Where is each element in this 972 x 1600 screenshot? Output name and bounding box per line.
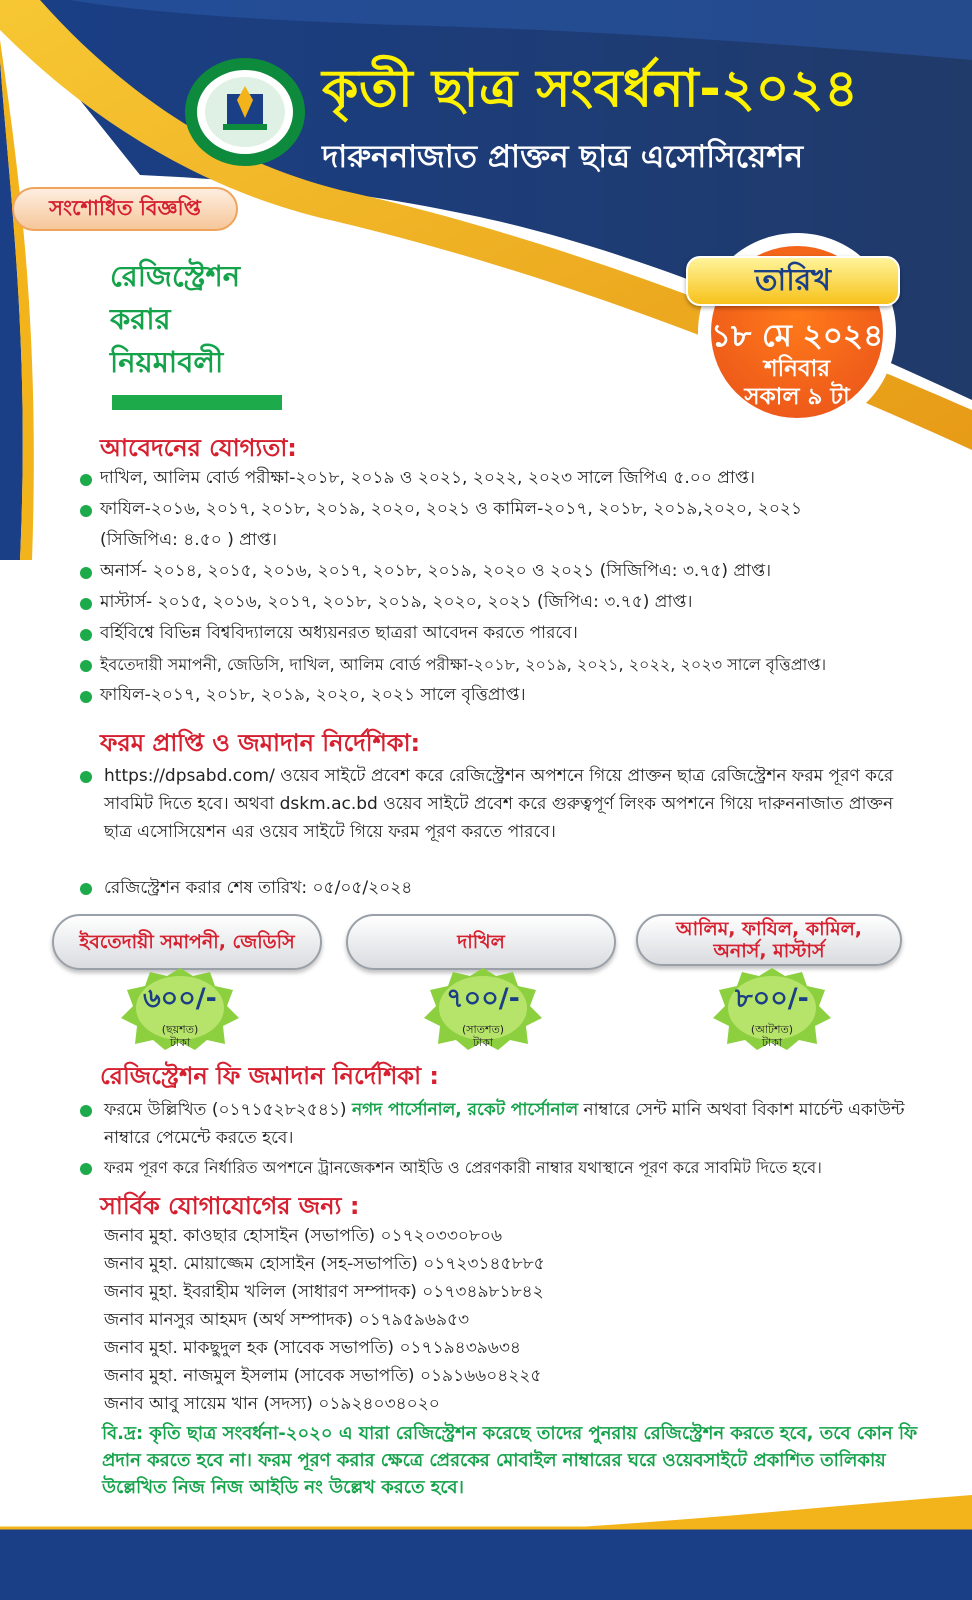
contact-item: জনাব মানসুর আহমদ (অর্থ সম্পাদক) ০১৭৯৫৯৬৯৫৩ [104, 1310, 470, 1330]
form-guideline-item: https://dpsabd.com/ ওয়েব সাইটে প্রবেশ করে রেজিস্ট্রেশন অপশনে গিয়ে প্রাক্তন ছাত্র রেজিস্ট্রেশন ফরম পূরণ করে সাবমিট দিতে হবে। অথবা dskm.ac.bd ওয়েব সাইটে প্রবেশ করে গুরুত্বপূর্ণ লিংক অপশনে গিয়ে দারুননাজাত প্রাক্তন ছাত্র এসোসিয়েশন এর ওয়েব সাইটে গিয়ে ফরম পূরণ করতে পারবে। [80, 762, 920, 846]
fee-amount: ৭০০/- [446, 983, 520, 1014]
bullet-icon [80, 567, 92, 579]
contact-item: জনাব আবু সায়েম খান (সদস্য) ০১৯২৪০৩৪০২০ [104, 1394, 440, 1414]
bullet-icon [80, 883, 92, 895]
bullet-icon [80, 691, 92, 703]
fee-category-pill: আলিম, ফাযিল, কামিল, অনার্স, মাস্টার্স [636, 914, 902, 966]
bullet-icon [80, 505, 92, 517]
contact-item: জনাব মুহা. কাওছার হোসাইন (সভাপতি) ০১৭২০৩৩০৮০৬ [104, 1226, 503, 1246]
fee-label [418, 978, 548, 1049]
event-date: ১৮ মে ২০২৪ [711, 318, 884, 354]
fee-category-pill: ইবতেদায়ী সমাপনী, জেডিসি [52, 914, 322, 970]
footnote: বি.দ্র: কৃতি ছাত্র সংবর্ধনা-২০২০ এ যারা রেজিস্ট্রেশন করেছে তাদের পুনরায় রেজিস্ট্রেশন করতে হবে, তবে কোন ফি প্রদান করতে হবে না। ফরম পূরণ করার ক্ষেত্রে প্রেরকের মোবাইল নাম্বারের ঘরে ওয়েবসাইটে প্রকাশিত তালিকায় উল্লেখিত নিজ নিজ আইডি নং উল্লেখ করতে হবে। [102, 1423, 918, 1498]
fee-currency: টাকা [761, 1036, 783, 1049]
event-day: শনিবার [763, 356, 831, 382]
fee-label [115, 978, 245, 1049]
date-label: তারিখ [686, 256, 900, 306]
event-time: সকাল ৯ টা [744, 384, 850, 410]
payment-guideline-heading: রেজিস্ট্রেশন ফি জমাদান নির্দেশিকা : [100, 1062, 439, 1090]
contact-item: জনাব মুহা. নাজমুল ইসলাম (সাবেক সভাপতি) ০১৯১৬৬০৪২২৫ [104, 1366, 542, 1386]
contact-item: জনাব মুহা. ইবরাহীম খলিল (সাধারণ সম্পাদক) ০১৭৩৪৯৮১৮৪২ [104, 1282, 544, 1302]
rules-title-line: নিয়মাবলী [110, 345, 224, 379]
contact-heading: সার্বিক যোগাযোগের জন্য : [100, 1192, 360, 1220]
fee-currency: টাকা [169, 1036, 191, 1049]
bullet-icon [80, 598, 92, 610]
rules-title-line: করার [110, 302, 171, 336]
eligibility-heading: আবেদনের যোগ্যতা: [100, 434, 297, 462]
bullet-icon [80, 1163, 92, 1175]
rules-title-line: রেজিস্ট্রেশন [110, 259, 241, 293]
rules-underline-bar [112, 395, 282, 410]
contact-item: জনাব মুহা. মোয়াজ্জেম হোসাইন (সহ-সভাপতি) ০১৭২৩১৪৫৮৮৫ [104, 1254, 545, 1274]
event-title: কৃতী ছাত্র সংবর্ধনা-২০২৪ [322, 59, 859, 119]
registration-deadline: রেজিস্ট্রেশন করার শেষ তারিখ: ০৫/০৫/২০২৪ [80, 874, 920, 902]
bullet-icon [80, 629, 92, 641]
registration-rules-title [110, 255, 330, 384]
fee-amount-words: (আটশত) [750, 1023, 794, 1036]
payment-item [80, 1096, 920, 1152]
payment-item: ফরম পূরণ করে নির্ধারিত অপশনে ট্রানজেকশন আইডি ও প্রেরণকারী নাম্বার যথাস্থানে পূরণ করে সাবমিট দিতে হবে। [80, 1154, 950, 1182]
bullet-icon [80, 660, 92, 672]
fee-category-pill: দাখিল [346, 914, 616, 970]
fee-amount: ৬০০/- [143, 983, 217, 1014]
fee-amount: ৮০০/- [735, 983, 809, 1014]
fee-label [707, 978, 837, 1049]
organization-name: দারুননাজাত প্রাক্তন ছাত্র এসোসিয়েশন [322, 139, 804, 175]
bullet-icon [80, 1105, 92, 1117]
revised-notice-badge: সংশোধিত বিজ্ঞপ্তি [12, 187, 238, 231]
fee-amount-words: (সাতশত) [461, 1023, 505, 1036]
fee-amount-words: (ছয়শত) [161, 1023, 199, 1036]
payment-instruction-text: নাম্বারে সেন্ট মানি অথবা বিকাশ মার্চেন্ট একাউন্ট নাম্বারে পেমেন্টে করতে হবে। [104, 1100, 905, 1148]
payment-methods: নগদ পার্সোনাল, রকেট পার্সোনাল [351, 1100, 579, 1120]
bullet-icon [80, 474, 92, 486]
contact-item: জনাব মুহা. মাকছুদুল হক (সাবেক সভাপতি) ০১৭১৯৪৩৯৬৩৪ [104, 1338, 521, 1358]
form-guideline-heading: ফরম প্রাপ্তি ও জমাদান নির্দেশিকা: [100, 729, 421, 757]
fee-currency: টাকা [472, 1036, 494, 1049]
association-logo [183, 56, 307, 168]
bullet-icon [80, 771, 92, 783]
payment-number-text: ফরমে উল্লিখিত (০১৭১৫২৮২৫৪১) [104, 1100, 352, 1120]
